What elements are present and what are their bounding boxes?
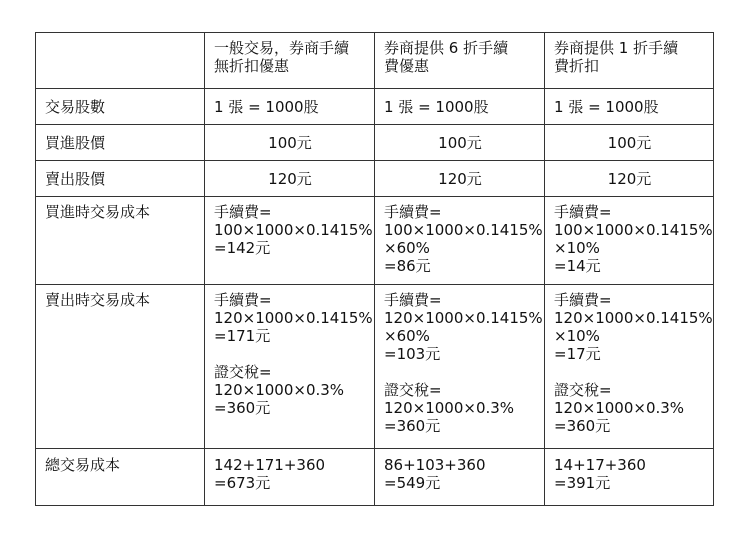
header-cell-60pct-discount: 券商提供 6 折手續 費優惠	[375, 33, 545, 89]
table-row	[36, 449, 714, 506]
table-cell: 120元	[205, 161, 375, 197]
table-cell: 14+17+360 =391元	[545, 449, 714, 506]
header-cell-no-discount: 一般交易，券商手續 無折扣優惠	[205, 33, 375, 89]
header-cell-empty	[36, 33, 205, 89]
table-cell: 手續費= 100×1000×0.1415% ×10% =14元	[545, 197, 714, 285]
row-label: 買進時交易成本	[36, 197, 205, 285]
fee-comparison-table	[35, 32, 714, 506]
table-cell: 120元	[545, 161, 714, 197]
header-cell-10pct-discount: 券商提供 1 折手續 費折扣	[545, 33, 714, 89]
row-label: 賣出時交易成本	[36, 285, 205, 449]
table-cell: 1 張 = 1000股	[545, 89, 714, 125]
table-cell: 手續費= 100×1000×0.1415% ×60% =86元	[375, 197, 545, 285]
table-cell: 手續費= 120×1000×0.1415% ×60% =103元 證交稅= 120×1000×0.3% =360元	[375, 285, 545, 449]
row-label: 總交易成本	[36, 449, 205, 506]
table-cell: 1 張 = 1000股	[375, 89, 545, 125]
table-row	[36, 125, 714, 161]
table-cell: 100元	[545, 125, 714, 161]
table-row	[36, 89, 714, 125]
table-cell: 手續費= 100×1000×0.1415% =142元	[205, 197, 375, 285]
table-cell: 120元	[375, 161, 545, 197]
table-header-row	[36, 33, 714, 89]
table-cell: 100元	[205, 125, 375, 161]
table-row	[36, 285, 714, 449]
row-label: 交易股數	[36, 89, 205, 125]
table-cell: 86+103+360 =549元	[375, 449, 545, 506]
table-cell: 100元	[375, 125, 545, 161]
row-label: 賣出股價	[36, 161, 205, 197]
table-row	[36, 197, 714, 285]
table-cell: 手續費= 120×1000×0.1415% ×10% =17元 證交稅= 120×1000×0.3% =360元	[545, 285, 714, 449]
row-label: 買進股價	[36, 125, 205, 161]
table-row	[36, 161, 714, 197]
table-cell: 1 張 = 1000股	[205, 89, 375, 125]
table-cell: 手續費= 120×1000×0.1415% =171元 證交稅= 120×1000×0.3% =360元	[205, 285, 375, 449]
table-cell: 142+171+360 =673元	[205, 449, 375, 506]
